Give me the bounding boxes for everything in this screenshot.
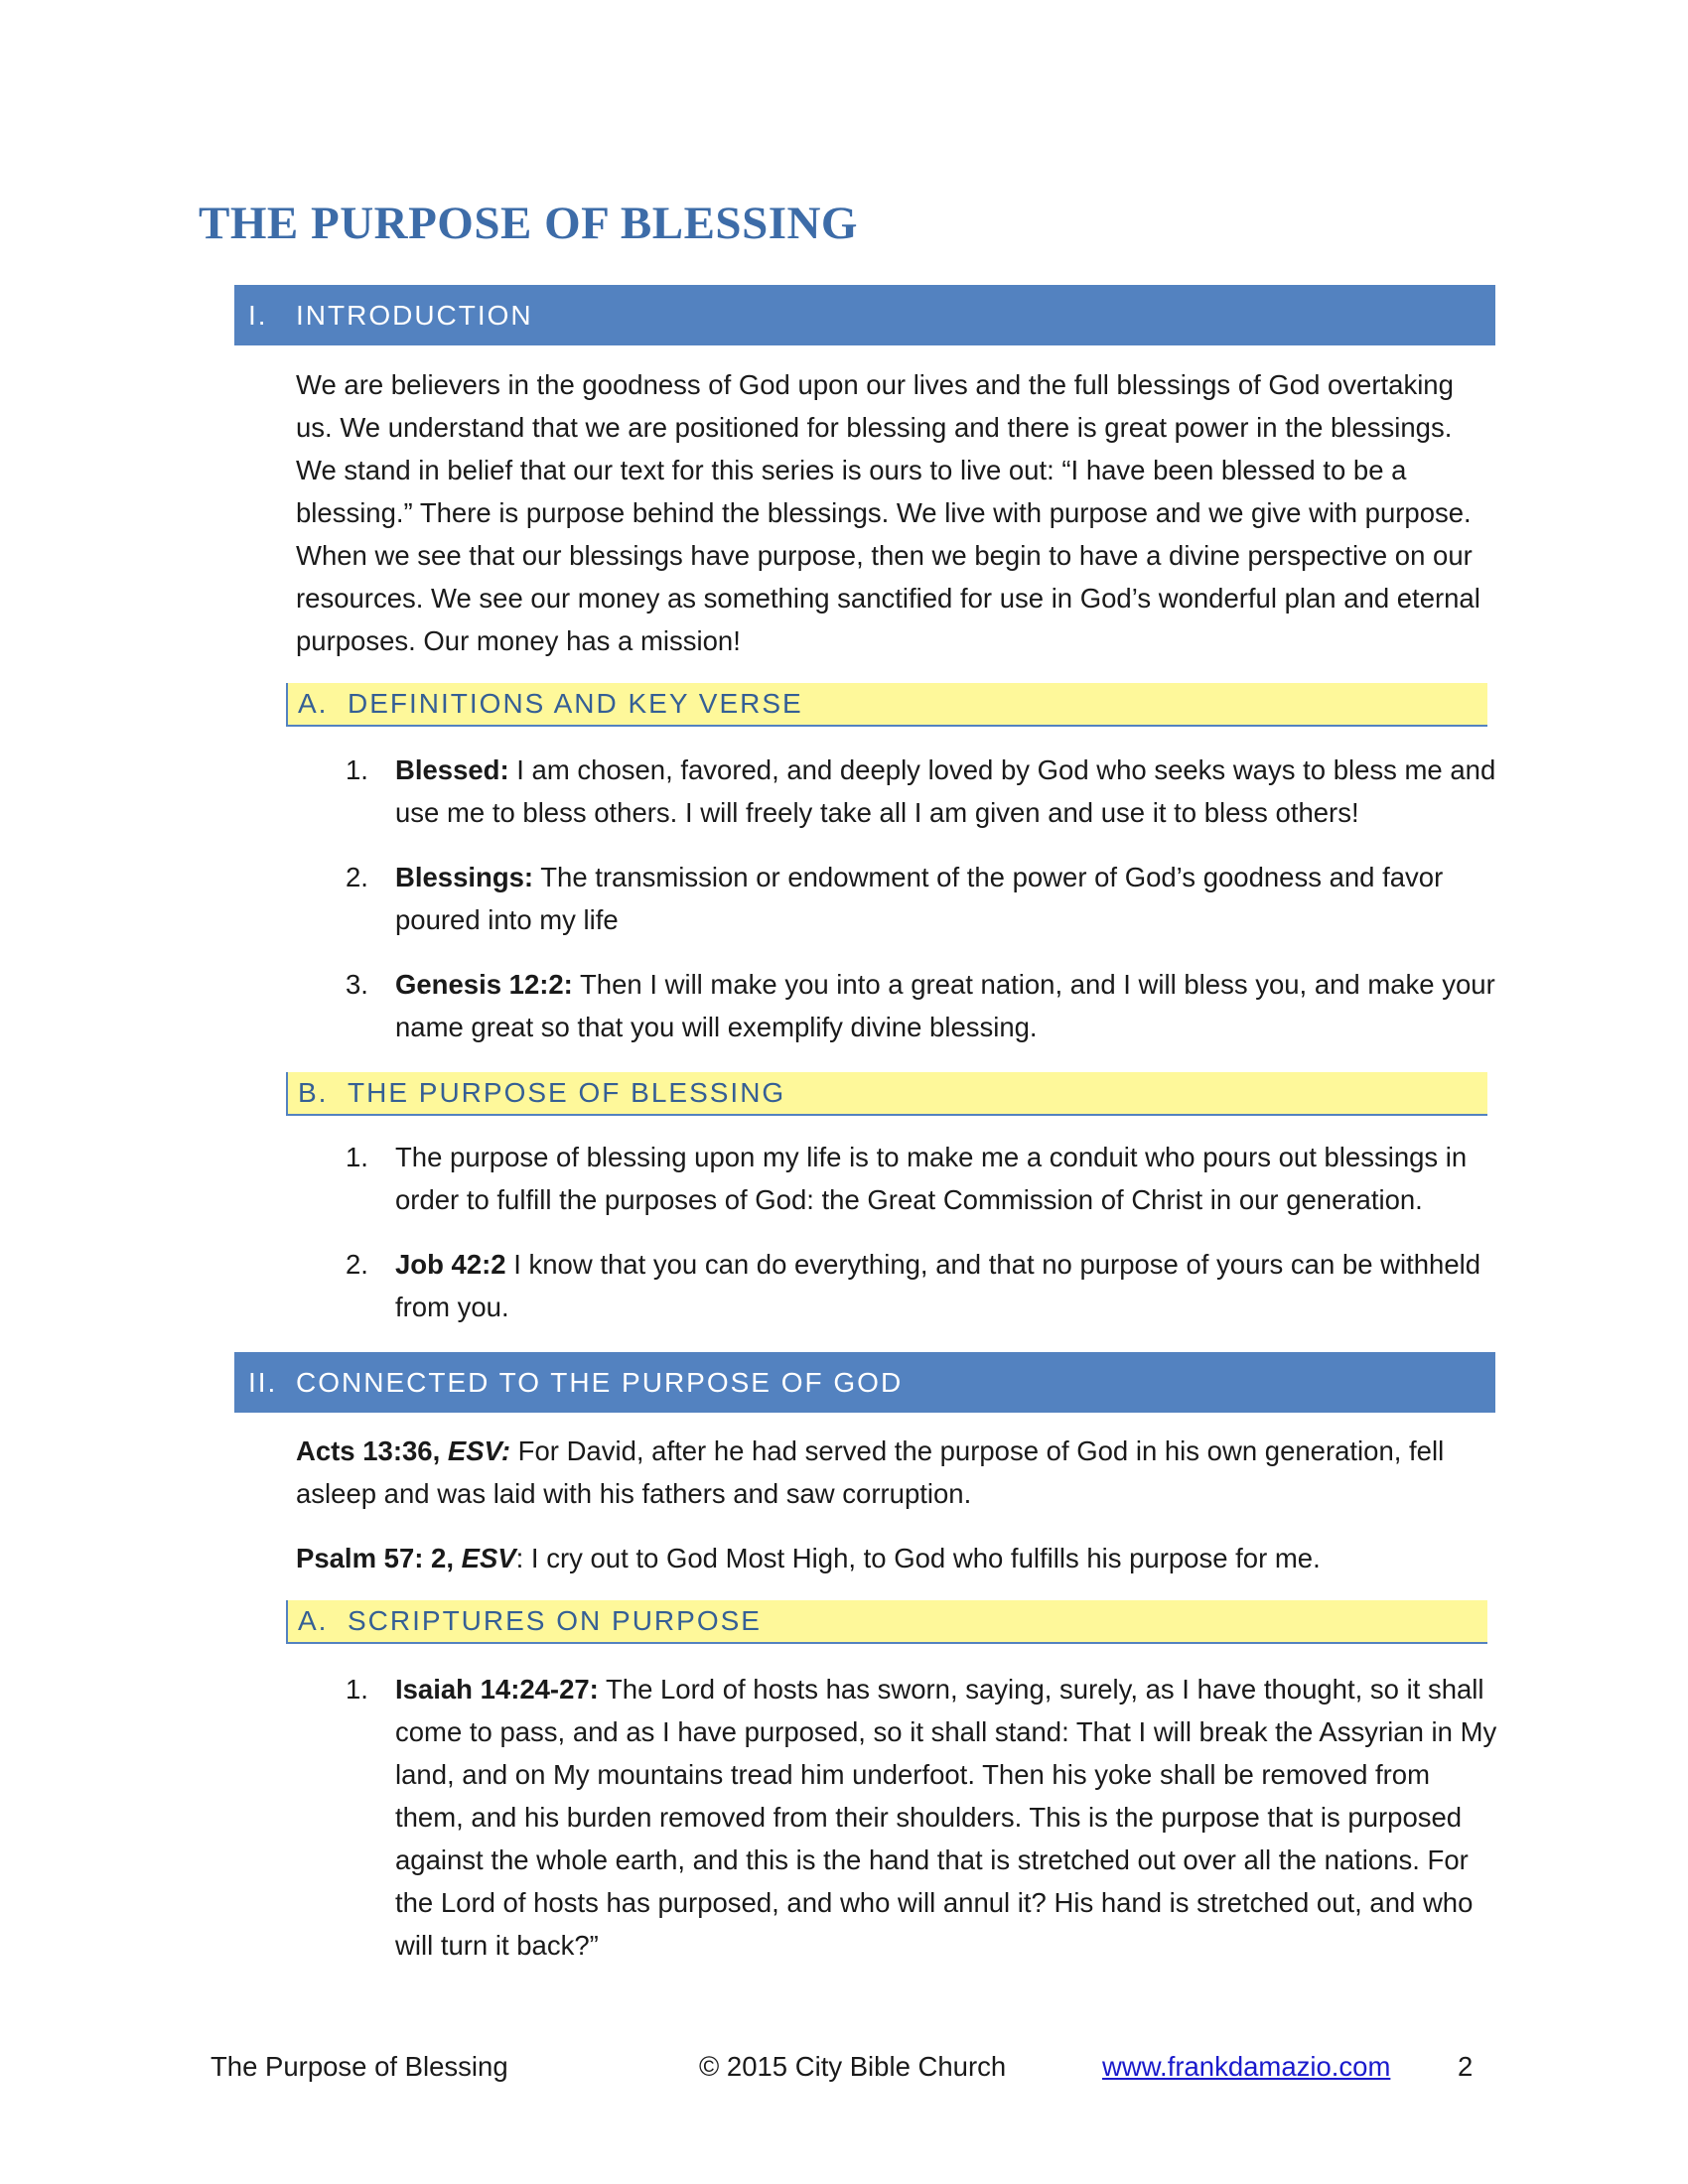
subsection-title: DEFINITIONS AND KEY VERSE (348, 688, 803, 719)
list-item (346, 1668, 1497, 1967)
term: Genesis 12:2: (395, 969, 573, 1000)
intro-paragraph: We are believers in the goodness of God upon our lives and the full blessings of God overtaking us. We understand that we are positioned for blessing and there is great power in the blessings. We stand in belief that our text for this series is ours to live out: “I have been blessed to be a blessing.” There is purpose behind the blessings. We live with purpose and we give with purpose. When we see that our blessings have purpose, then we begin to have a divine perspective on our resources. We see our money as something sanctified for use in God’s wonderful plan and eternal purposes. Our money has a mission! (296, 369, 1480, 656)
subsection-title: THE PURPOSE OF BLESSING (348, 1077, 786, 1108)
definition: The transmission or endowment of the power of God’s goodness and favor poured into my life (395, 862, 1444, 935)
section-number: II. (248, 1366, 278, 1398)
term: Job 42:2 (395, 1249, 506, 1280)
verse-text: : I cry out to God Most High, to God who fulfills his purpose for me. (515, 1543, 1321, 1573)
section-header-introduction (234, 285, 1495, 345)
list-number: 1. (346, 1142, 368, 1172)
footer-title: The Purpose of Blessing (211, 2051, 508, 2082)
footer-copyright: © 2015 City Bible Church (699, 2051, 1007, 2082)
footer-page-number: 2 (1458, 2051, 1474, 2082)
verse-psalm (296, 1537, 1492, 1579)
verse-text: For David, after he had served the purpose of God in his own generation, fell asleep and was laid with his fathers and saw corruption. (296, 1435, 1445, 1509)
subsection-header-definitions (286, 683, 1487, 727)
item-text: The purpose of blessing upon my life is to make me a conduit who pours out blessings in order to fulfill the purposes of God: the Great Commission of Christ in our generation. (395, 1142, 1468, 1215)
definition: Then I will make you into a great nation, and I will bless you, and make your name great so that you will exemplify divine blessing. (395, 969, 1495, 1042)
term: Isaiah 14:24-27: (395, 1674, 599, 1705)
section-number: I. (248, 299, 268, 331)
verse-reference: Acts 13:36, (296, 1435, 448, 1466)
verse-acts (296, 1430, 1492, 1515)
list-number: 2. (346, 1249, 368, 1280)
list-item (346, 749, 1497, 834)
term: Blessed: (395, 754, 509, 785)
section-header-connected (234, 1352, 1495, 1413)
list-number: 2. (346, 862, 368, 892)
section-title: CONNECTED TO THE PURPOSE OF GOD (296, 1366, 904, 1398)
list-number: 3. (346, 969, 368, 1000)
section-title: INTRODUCTION (296, 299, 533, 331)
page-title: THE PURPOSE OF BLESSING (199, 198, 858, 249)
verse-version: ESV (461, 1543, 516, 1573)
page-footer (0, 2051, 1688, 2091)
subsection-header-purpose (286, 1072, 1487, 1116)
verse-reference: Psalm 57: 2, (296, 1543, 462, 1573)
subsection-letter: A. (298, 1605, 329, 1636)
subsection-title: SCRIPTURES ON PURPOSE (348, 1605, 762, 1636)
term: Blessings: (395, 862, 534, 892)
item-text: I know that you can do everything, and that no purpose of yours can be withheld from you. (395, 1249, 1481, 1322)
definition: I am chosen, favored, and deeply loved by God who seeks ways to bless me and use me to bless others. I will freely take all I am given and use it to bless others! (395, 754, 1496, 828)
subsection-letter: B. (298, 1077, 329, 1108)
list-number: 1. (346, 1674, 368, 1705)
subsection-header-scriptures (286, 1600, 1487, 1644)
subsection-letter: A. (298, 688, 329, 719)
list-item (346, 963, 1497, 1048)
list-item (346, 1136, 1497, 1221)
list-item (346, 1243, 1497, 1328)
verse-version: ESV: (447, 1435, 511, 1466)
list-item (346, 856, 1497, 941)
list-number: 1. (346, 754, 368, 785)
footer-website-link[interactable]: www.frankdamazio.com (1102, 2051, 1391, 2082)
item-text: The Lord of hosts has sworn, saying, surely, as I have thought, so it shall come to pass, and as I have purposed, so it shall stand: That I will break the Assyrian in My land, and on My mountains tread him underfoot. Then his yoke shall be removed from them, and his burden removed from their shoulders. This is the purpose that is purposed against the whole earth, and this is the hand that is stretched out over all the nations. For the Lord of hosts has purposed, and who will annul it? His hand is stretched out, and who will turn it back?” (395, 1674, 1497, 1961)
